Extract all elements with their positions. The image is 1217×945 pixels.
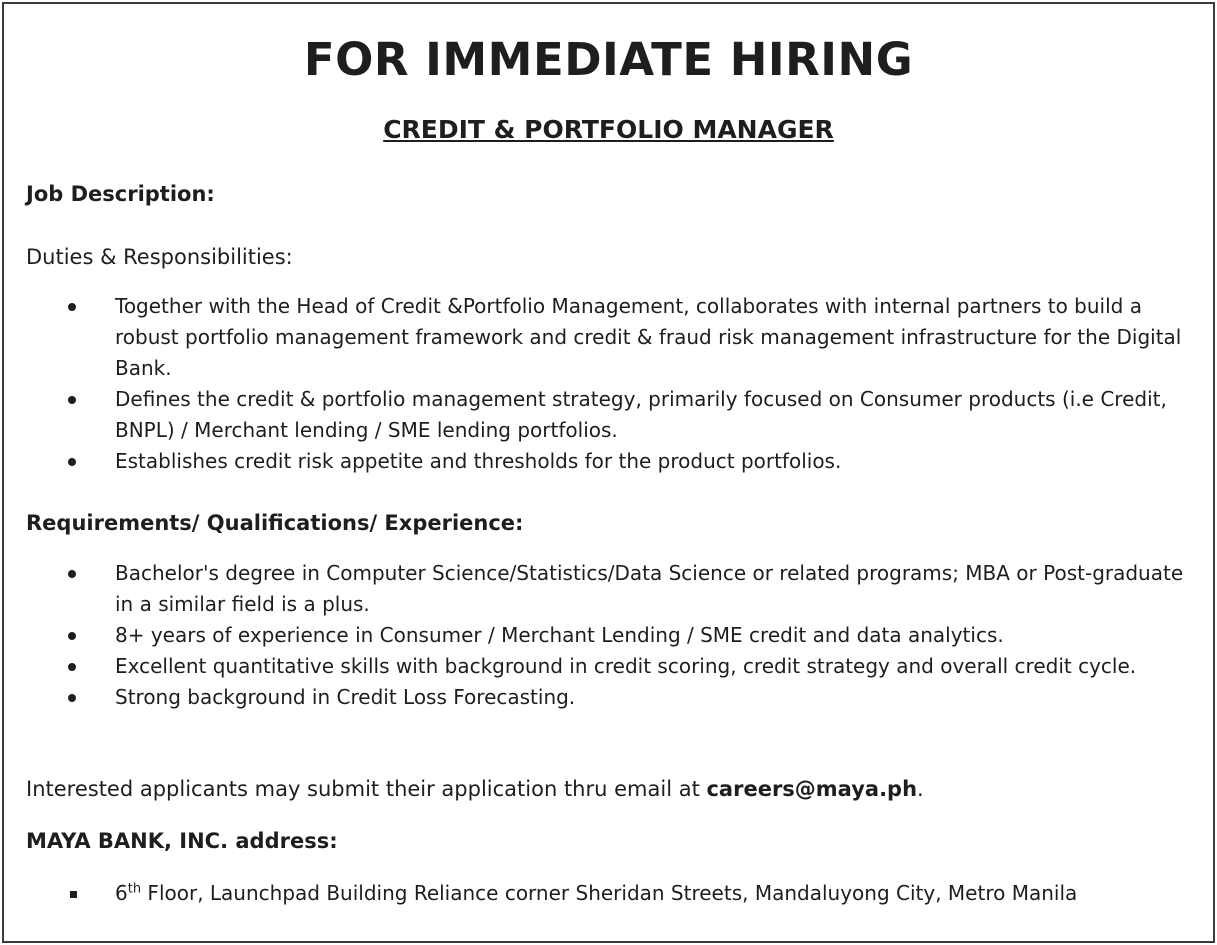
address-floor-suffix: th: [127, 881, 142, 897]
list-item: [4, 291, 1213, 384]
requirement-text: 8+ years of experience in Consumer / Merchant Lending / SME credit and data analytics.: [115, 623, 1004, 647]
requirement-text: Strong background in Credit Loss Forecasting.: [115, 685, 576, 709]
duties-list: [4, 291, 1213, 477]
bullet-icon: [68, 694, 76, 702]
square-bullet-icon: [70, 891, 77, 898]
requirements-heading: Requirements/ Qualifications/ Experience:: [26, 511, 524, 535]
address-line: Floor, Launchpad Building Reliance corner Sheridan Streets, Mandaluyong City, Metro Manila: [141, 881, 1078, 905]
list-item: [4, 558, 1213, 620]
requirement-text: Excellent quantitative skills with background in credit scoring, credit strategy and overall credit cycle.: [115, 654, 1137, 678]
bullet-icon: [68, 632, 76, 640]
duty-text: Defines the credit & portfolio management strategy, primarily focused on Consumer products (i.e Credit, BNPL) / Merchant lending / SME lending portfolios.: [115, 387, 1167, 442]
list-item: [4, 878, 1213, 909]
bullet-icon: [68, 396, 76, 404]
bullet-icon: [68, 458, 76, 466]
job-posting-frame: [2, 2, 1215, 943]
position-title: CREDIT & PORTFOLIO MANAGER: [383, 115, 834, 144]
duty-text: Establishes credit risk appetite and thresholds for the product portfolios.: [115, 449, 842, 473]
bullet-icon: [68, 663, 76, 671]
duties-label: Duties & Responsibilities:: [26, 245, 293, 269]
list-item: [4, 446, 1213, 477]
address-floor-number: 6: [115, 881, 128, 905]
requirement-text: Bachelor's degree in Computer Science/Statistics/Data Science or related programs; MBA or Post-graduate in a similar field is a plus.: [115, 561, 1184, 616]
application-period: .: [917, 777, 924, 801]
bullet-icon: [68, 303, 76, 311]
requirements-list: [4, 558, 1213, 713]
list-item: [4, 384, 1213, 446]
careers-email-link[interactable]: careers@maya.ph: [706, 777, 918, 801]
list-item: [4, 651, 1213, 682]
duty-text: Together with the Head of Credit &Portfolio Management, collaborates with internal partners to build a robust portfolio management framework and credit & fraud risk management infrastructure for the Digital Bank.: [115, 294, 1182, 380]
address-list: [4, 878, 1213, 909]
list-item: [4, 682, 1213, 713]
application-text: Interested applicants may submit their application thru email at: [26, 777, 707, 801]
page-title: FOR IMMEDIATE HIRING: [303, 33, 914, 86]
application-instructions: [26, 774, 924, 804]
address-heading: MAYA BANK, INC. address:: [26, 829, 338, 853]
bullet-icon: [68, 570, 76, 578]
job-description-heading: Job Description:: [26, 182, 215, 206]
list-item: [4, 620, 1213, 651]
